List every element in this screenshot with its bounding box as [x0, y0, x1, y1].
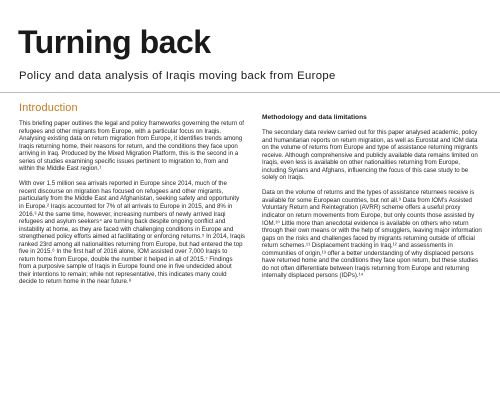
right-column: [262, 114, 484, 287]
methodology-paragraph-2: Data on the volume of returns and the types of assistance returnees receive is available for some European countries, but not all.⁹ Data from IOM's Assisted Voluntary Return and Reintegration (AVRR) scheme offers a useful proxy indicator on return movements from Europe, but only counts those assisted by IOM.¹⁰ Little more than anecdotal evidence is available on others who return through their own means or with the help of smugglers, leaving major information gaps on the risks and challenges faced by migrants returning outside of official return schemes.¹¹ Displacement tracking in Iraq,¹² and assessments in communities of origin,¹³ offer a better understanding of why displaced persons have returned home and the conditions they face upon return, but these studies do not often differentiate between Iraqis returning from Europe and returning internally displaced persons (IDPs).¹⁴: [262, 189, 482, 280]
header-divider: [0, 92, 500, 93]
left-column: [19, 102, 245, 293]
document-subtitle: Policy and data analysis of Iraqis moving back from Europe: [19, 70, 336, 82]
introduction-heading: Introduction: [19, 102, 78, 114]
intro-paragraph-2: With over 1.5 million sea arrivals reported in Europe since 2014, much of the recent discourse on migration has focused on refugees and other migrants, particularly from the Middle East and Afghanistan, seeking safety and opportunity in Europe.² Iraqis accounted for 7% of all arrivals to Europe in 2015, and 8% in 2016.³ At the same time, however, increasing numbers of newly arrived Iraqi refugees and asylum seekers⁴ are turning back despite ongoing conflict and instability at home, as they are faced with challenging conditions in Europe and strengthened policy efforts aimed at facilitating or enforcing returns.⁵ In 2014, Iraqis ranked 23rd among all nationalities returning from Europe, but had entered the top five in 2015.⁶ In the first half of 2016 alone, IOM assisted over 7,000 Iraqis to return home from Europe, double the number it helped in all of 2015.⁷ Findings from a purposive sample of Iraqis in Europe found one in five undecided about their intentions to remain; while not representative, this indicates many could decide to return home in the near future.⁸: [19, 180, 246, 286]
methodology-paragraph-1: The secondary data review carried out for this paper analysed academic, policy and humanitarian reports on return migration, as well as Eurostat and IOM data on the volume of returns from Europe and type of assistance returning migrants receive. Although comprehensive and publicly available data remains limited on Iraqis, even less is available on other nationalities returning from Europe, including Syrians and Afghans, influencing the focus of this case study to be solely on Iraqis.: [262, 129, 478, 182]
document-title: Turning back: [18, 24, 211, 60]
intro-paragraph-1: This briefing paper outlines the legal and policy frameworks governing the return of refugees and other migrants from Europe, with a particular focus on Iraqis. Analysing existing data on return migration from Europe, it identifies trends among Iraqis returning home, their reasons for return, and the conditions they face upon arriving in Iraq. Produced by the Mixed Migration Platform, this is the second in a series of studies examining specific issues pertinent to migration to, from and within the Middle East region.¹: [19, 120, 244, 173]
methodology-heading: Methodology and data limitations: [262, 114, 367, 121]
